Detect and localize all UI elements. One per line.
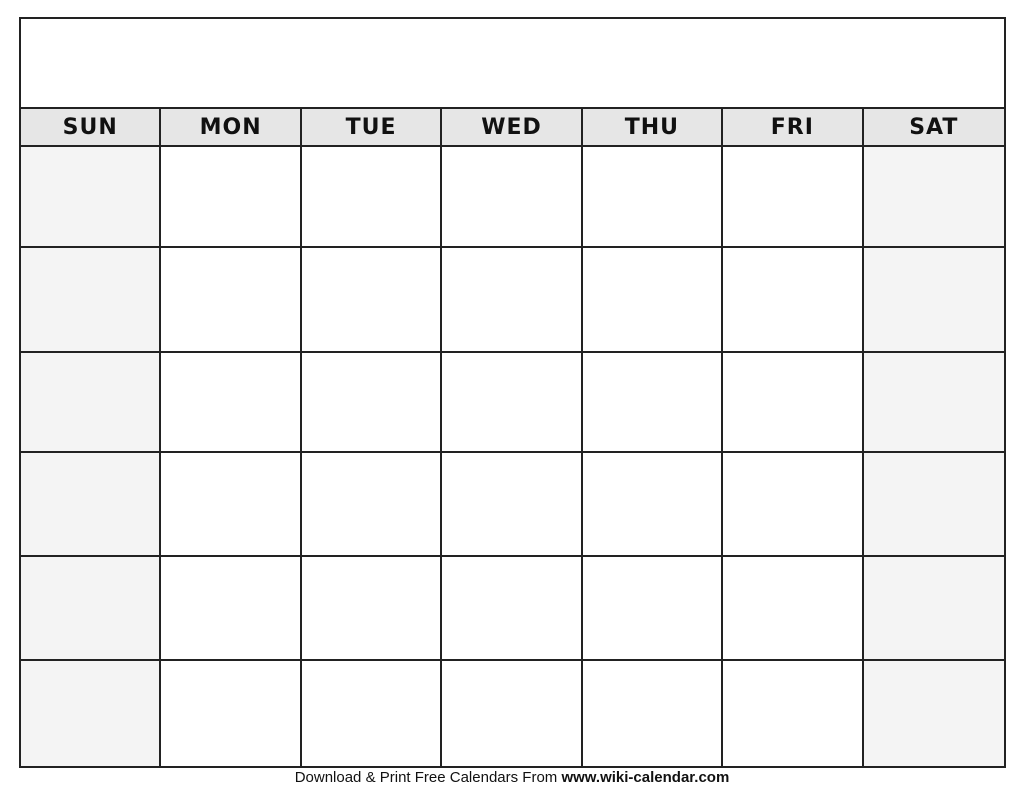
day-cell <box>723 248 863 353</box>
day-cell <box>302 147 442 248</box>
weekday-mon: MON <box>161 109 301 145</box>
day-cell <box>442 661 582 766</box>
weekday-thu: THU <box>583 109 723 145</box>
day-cell-grid <box>21 147 1004 766</box>
day-cell <box>442 248 582 353</box>
day-cell <box>302 453 442 557</box>
day-cell <box>864 453 1004 557</box>
footer-credit <box>0 769 1024 786</box>
day-cell <box>21 248 161 353</box>
day-cell <box>161 353 301 453</box>
weekday-wed: WED <box>442 109 582 145</box>
day-cell <box>302 661 442 766</box>
footer-site-link[interactable]: www.wiki-calendar.com <box>561 769 730 786</box>
weekday-sat: SAT <box>909 114 959 140</box>
day-cell <box>302 353 442 453</box>
day-cell <box>583 557 723 661</box>
day-cell <box>21 661 161 766</box>
day-cell <box>583 453 723 557</box>
day-cell <box>21 353 161 453</box>
day-cell <box>21 557 161 661</box>
weekday-fri: FRI <box>723 109 863 145</box>
day-cell <box>302 248 442 353</box>
day-cell <box>723 147 863 248</box>
day-cell <box>864 557 1004 661</box>
day-cell <box>442 353 582 453</box>
day-cell <box>583 147 723 248</box>
day-cell <box>161 557 301 661</box>
day-cell <box>161 453 301 557</box>
day-cell <box>723 557 863 661</box>
day-cell <box>161 661 301 766</box>
day-cell <box>864 661 1004 766</box>
day-cell <box>302 557 442 661</box>
day-cell <box>723 453 863 557</box>
month-title-area <box>21 19 1004 109</box>
day-cell <box>864 248 1004 353</box>
day-cell <box>864 147 1004 248</box>
footer-text: Download & Print Free Calendars From <box>294 769 562 786</box>
day-cell <box>723 353 863 453</box>
day-cell <box>442 557 582 661</box>
day-cell <box>442 147 582 248</box>
day-cell <box>442 453 582 557</box>
day-cell <box>583 353 723 453</box>
day-cell <box>21 453 161 557</box>
day-cell <box>161 147 301 248</box>
day-cell <box>21 147 161 248</box>
day-cell <box>583 248 723 353</box>
day-cell <box>583 661 723 766</box>
day-cell <box>723 661 863 766</box>
blank-calendar <box>19 17 1006 768</box>
weekday-header-row <box>21 109 1004 147</box>
weekday-tue: TUE <box>302 109 442 145</box>
weekday-sun: SUN <box>21 109 161 145</box>
day-cell <box>864 353 1004 453</box>
day-cell <box>161 248 301 353</box>
